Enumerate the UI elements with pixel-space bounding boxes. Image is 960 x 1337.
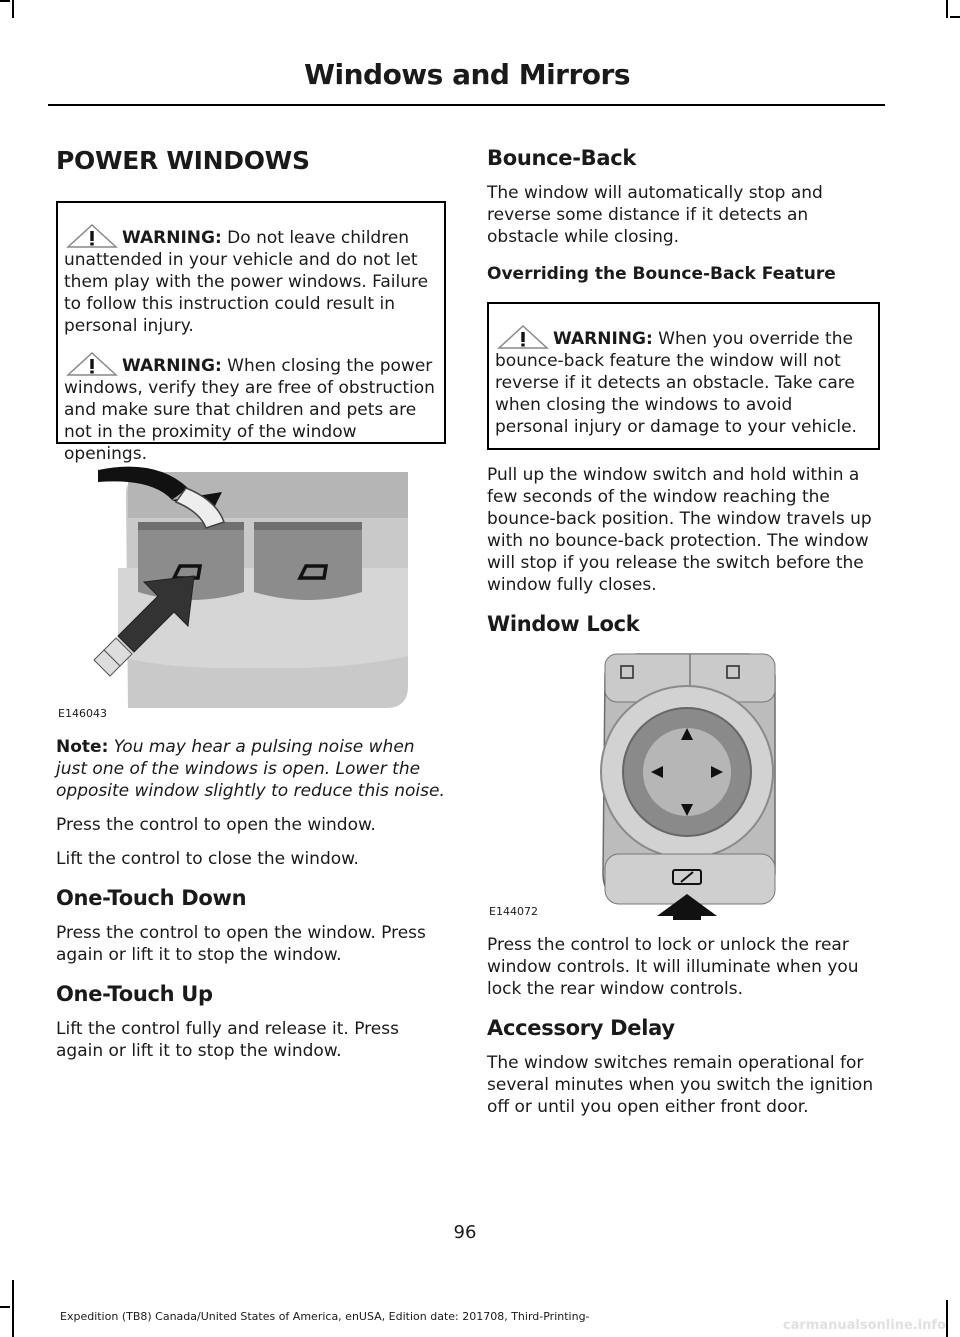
crop-mark <box>950 16 960 18</box>
body-paragraph: The window will automatically stop and reverse some distance if it detects an obstacle while closing. <box>487 183 823 247</box>
crop-mark <box>12 0 14 18</box>
warning-label: WARNING: <box>122 356 222 376</box>
subsection-heading: Window Lock <box>487 612 640 636</box>
left-column <box>56 140 446 1074</box>
watermark: carmanualsonline.info <box>782 1318 946 1333</box>
warning-text: Do not leave children unattended in your vehicle and do not let them play with the power windows. Failure to follow this instruction could result in personal injury. <box>64 228 429 336</box>
crop-mark <box>0 1306 10 1308</box>
subsection-heading: Bounce-Back <box>487 146 637 170</box>
subsection-heading: Overriding the Bounce-Back Feature <box>487 264 836 284</box>
right-column <box>487 140 880 1130</box>
warning-triangle-icon <box>66 351 118 377</box>
warning-triangle-icon <box>66 223 118 249</box>
warning-paragraph <box>495 324 870 438</box>
subsection-heading: Accessory Delay <box>487 1016 675 1040</box>
figure-label: E146043 <box>58 707 107 720</box>
body-paragraph: Lift the control fully and release it. Press again or lift it to stop the window. <box>56 1019 399 1061</box>
warning-paragraph <box>64 351 436 465</box>
subsection-heading: One-Touch Down <box>56 886 247 910</box>
note-paragraph <box>56 736 446 802</box>
warning-label: WARNING: <box>122 228 222 248</box>
header-divider <box>48 104 885 106</box>
warning-box <box>56 201 446 464</box>
window-lock-icon <box>487 648 880 920</box>
crop-mark <box>12 1280 14 1337</box>
crop-mark <box>0 0 10 2</box>
body-paragraph: Press the control to open the window. Press again or lift it to stop the window. <box>56 923 426 965</box>
window-switch-icon <box>56 460 446 722</box>
section-heading: POWER WINDOWS <box>56 146 310 175</box>
crop-mark <box>946 1300 948 1337</box>
note-text: You may hear a pulsing noise when just one of the windows is open. Lower the opposite window slightly to reduce this noise. <box>56 737 445 801</box>
window-lock-figure <box>487 648 880 920</box>
body-paragraph: Press the control to open the window. <box>56 815 376 835</box>
figure-label: E144072 <box>489 905 538 918</box>
body-paragraph: Lift the control to close the window. <box>56 849 359 869</box>
body-paragraph: The window switches remain operational for several minutes when you switch the ignition off or until you open either front door. <box>487 1053 874 1117</box>
warning-text: When closing the power windows, verify they are free of obstruction and make sure that children and pets are not in the proximity of the window openings. <box>64 356 435 464</box>
warning-label: WARNING: <box>553 329 653 349</box>
subsection-heading: One-Touch Up <box>56 982 213 1006</box>
body-paragraph: Pull up the window switch and hold within a few seconds of the window reaching the bounce-back position. The window travels up with no bounce-back protection. The window will stop if you release the switch before the window fully closes. <box>487 465 872 595</box>
window-switch-figure <box>56 460 446 722</box>
page-title: Windows and Mirrors <box>304 58 630 91</box>
edition-text: Expedition (TB8) Canada/United States of America, enUSA, Edition date: 201708, Third-Printing- <box>60 1310 590 1323</box>
crop-mark <box>946 0 948 18</box>
warning-text: When you override the bounce-back feature the window will not reverse if it detects an obstacle. Take care when closing the windows to avoid personal injury or damage to your vehicle. <box>495 329 857 437</box>
note-label: Note: <box>56 737 109 757</box>
warning-box <box>487 302 880 450</box>
body-paragraph: Press the control to lock or unlock the rear window controls. It will illuminate when you lock the rear window controls. <box>487 935 859 999</box>
page-number: 96 <box>453 1222 477 1243</box>
warning-triangle-icon <box>497 324 549 350</box>
warning-paragraph <box>64 223 436 337</box>
